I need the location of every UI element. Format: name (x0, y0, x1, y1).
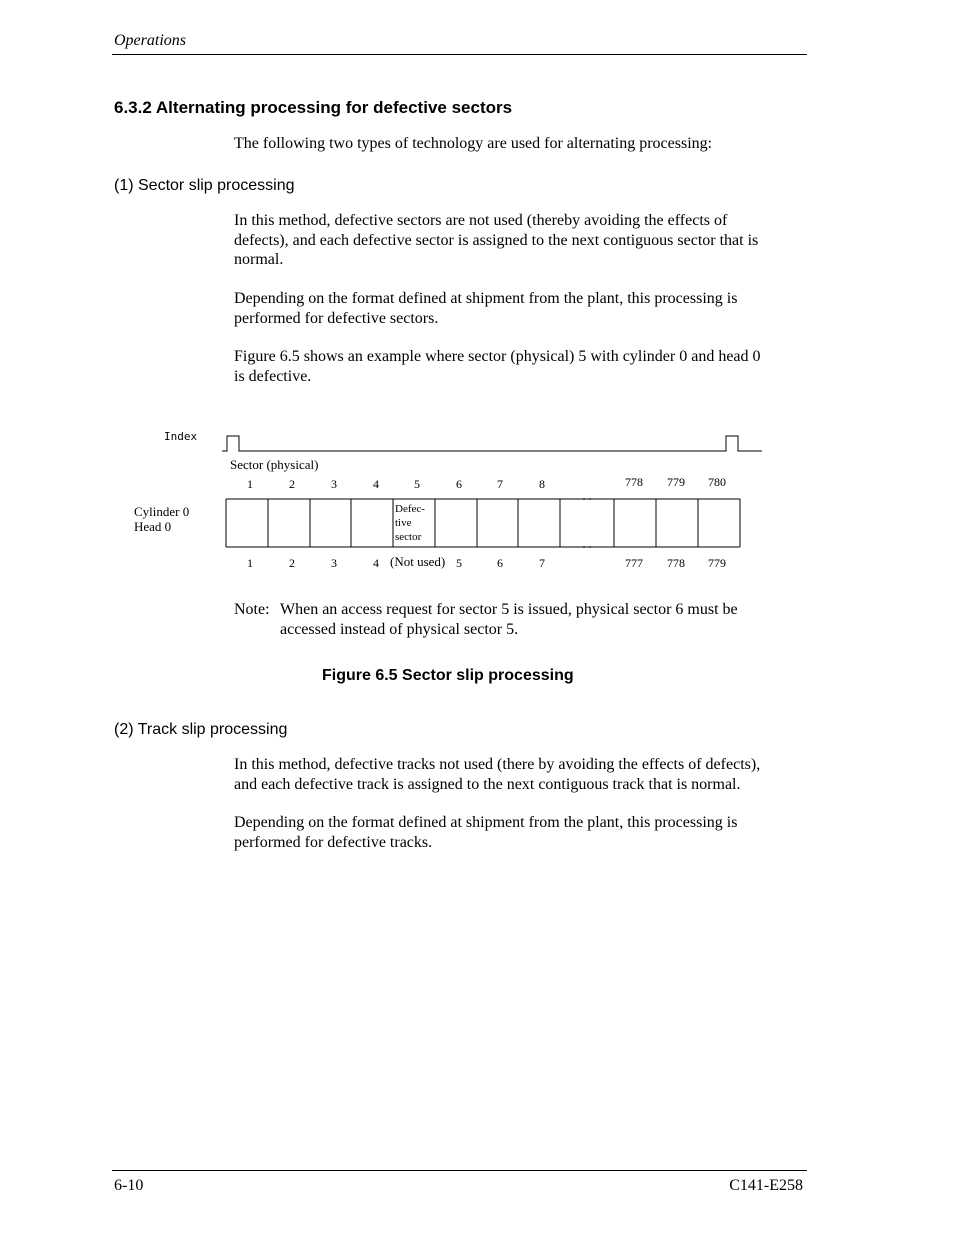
text-line: performed for defective sectors. (234, 309, 439, 327)
head-label: Head 0 (134, 519, 172, 534)
running-header: Operations (114, 32, 186, 49)
sector-number: 780 (708, 475, 726, 489)
text-line: When an access request for sector 5 is issued, physical sector 6 must be (280, 601, 738, 618)
break-mark (589, 546, 591, 548)
defective-sector-label: tive (395, 517, 412, 529)
track-slip-heading: (2) Track slip processing (114, 721, 288, 738)
logical-sector-number: 2 (289, 556, 295, 570)
page-number: 6-10 (114, 1177, 144, 1194)
text-line: and each defective track is assigned to the next contiguous track that is normal. (234, 775, 741, 793)
index-label: Index (164, 430, 198, 443)
logical-sector-number: 777 (625, 556, 643, 570)
text-line: is defective. (234, 367, 312, 385)
text-line: Depending on the format defined at shipment from the plant, this processing is (234, 814, 738, 831)
logical-sector-number: 778 (667, 556, 685, 570)
figure-caption: Figure 6.5 Sector slip processing (322, 667, 574, 684)
defective-sector-label: Defec- (395, 503, 425, 515)
sector-number: 779 (667, 475, 685, 489)
sector-number: 3 (331, 477, 337, 491)
section-heading: 6.3.2 Alternating processing for defective sectors (114, 98, 513, 117)
logical-sector-number: 1 (247, 556, 253, 570)
track-slip-paragraph-1 (234, 755, 809, 794)
text-line: performed for defective tracks. (234, 833, 433, 851)
logical-sector-number: 3 (331, 556, 337, 570)
text-line: Depending on the format defined at shipment from the plant, this processing is (234, 290, 738, 307)
document-id: C141-E258 (729, 1177, 803, 1194)
logical-sector-number: 6 (497, 556, 503, 570)
logical-sector-number: 7 (539, 556, 545, 570)
break-mark (583, 498, 585, 500)
cylinder-label: Cylinder 0 (134, 504, 190, 519)
note-body (280, 600, 810, 640)
sector-number: 8 (539, 477, 545, 491)
track-slip-paragraph-2 (234, 813, 809, 852)
text-line: In this method, defective tracks not used (there by avoiding the effects of defects), (234, 756, 761, 773)
defective-sector-label: sector (395, 531, 422, 543)
sector-number: 778 (625, 475, 643, 489)
sector-number: 5 (414, 477, 420, 491)
sector-physical-label: Sector (physical) (230, 457, 319, 472)
intro-line: The following two types of technology are used for alternating processing: (234, 135, 713, 152)
sector-number: 2 (289, 477, 295, 491)
sector-number: 7 (497, 477, 503, 491)
note-label: Note: (234, 601, 270, 618)
sector-number: 1 (247, 477, 253, 491)
logical-sector-number: 779 (708, 556, 726, 570)
logical-sector-number: 5 (456, 556, 462, 570)
index-pulse-line (222, 436, 762, 451)
logical-sector-number: 4 (373, 556, 379, 570)
text-line: normal. (234, 251, 284, 268)
break-mark (589, 498, 591, 500)
sector-slip-diagram (0, 0, 954, 600)
sector-number: 6 (456, 477, 462, 491)
sector-number: 4 (373, 477, 379, 491)
text-line: In this method, defective sectors are not used (thereby avoiding the effects of (234, 212, 728, 229)
footer-rule (112, 1170, 807, 1171)
text-line: accessed instead of physical sector 5. (280, 621, 519, 638)
sector-slip-heading: (1) Sector slip processing (114, 177, 295, 194)
text-line: Figure 6.5 shows an example where sector (physical) 5 with cylinder 0 and head 0 (234, 348, 761, 365)
text-line: defects), and each defective sector is assigned to the next contiguous sector that is (234, 231, 759, 249)
not-used-label: (Not used) (390, 554, 446, 569)
break-mark (583, 546, 585, 548)
